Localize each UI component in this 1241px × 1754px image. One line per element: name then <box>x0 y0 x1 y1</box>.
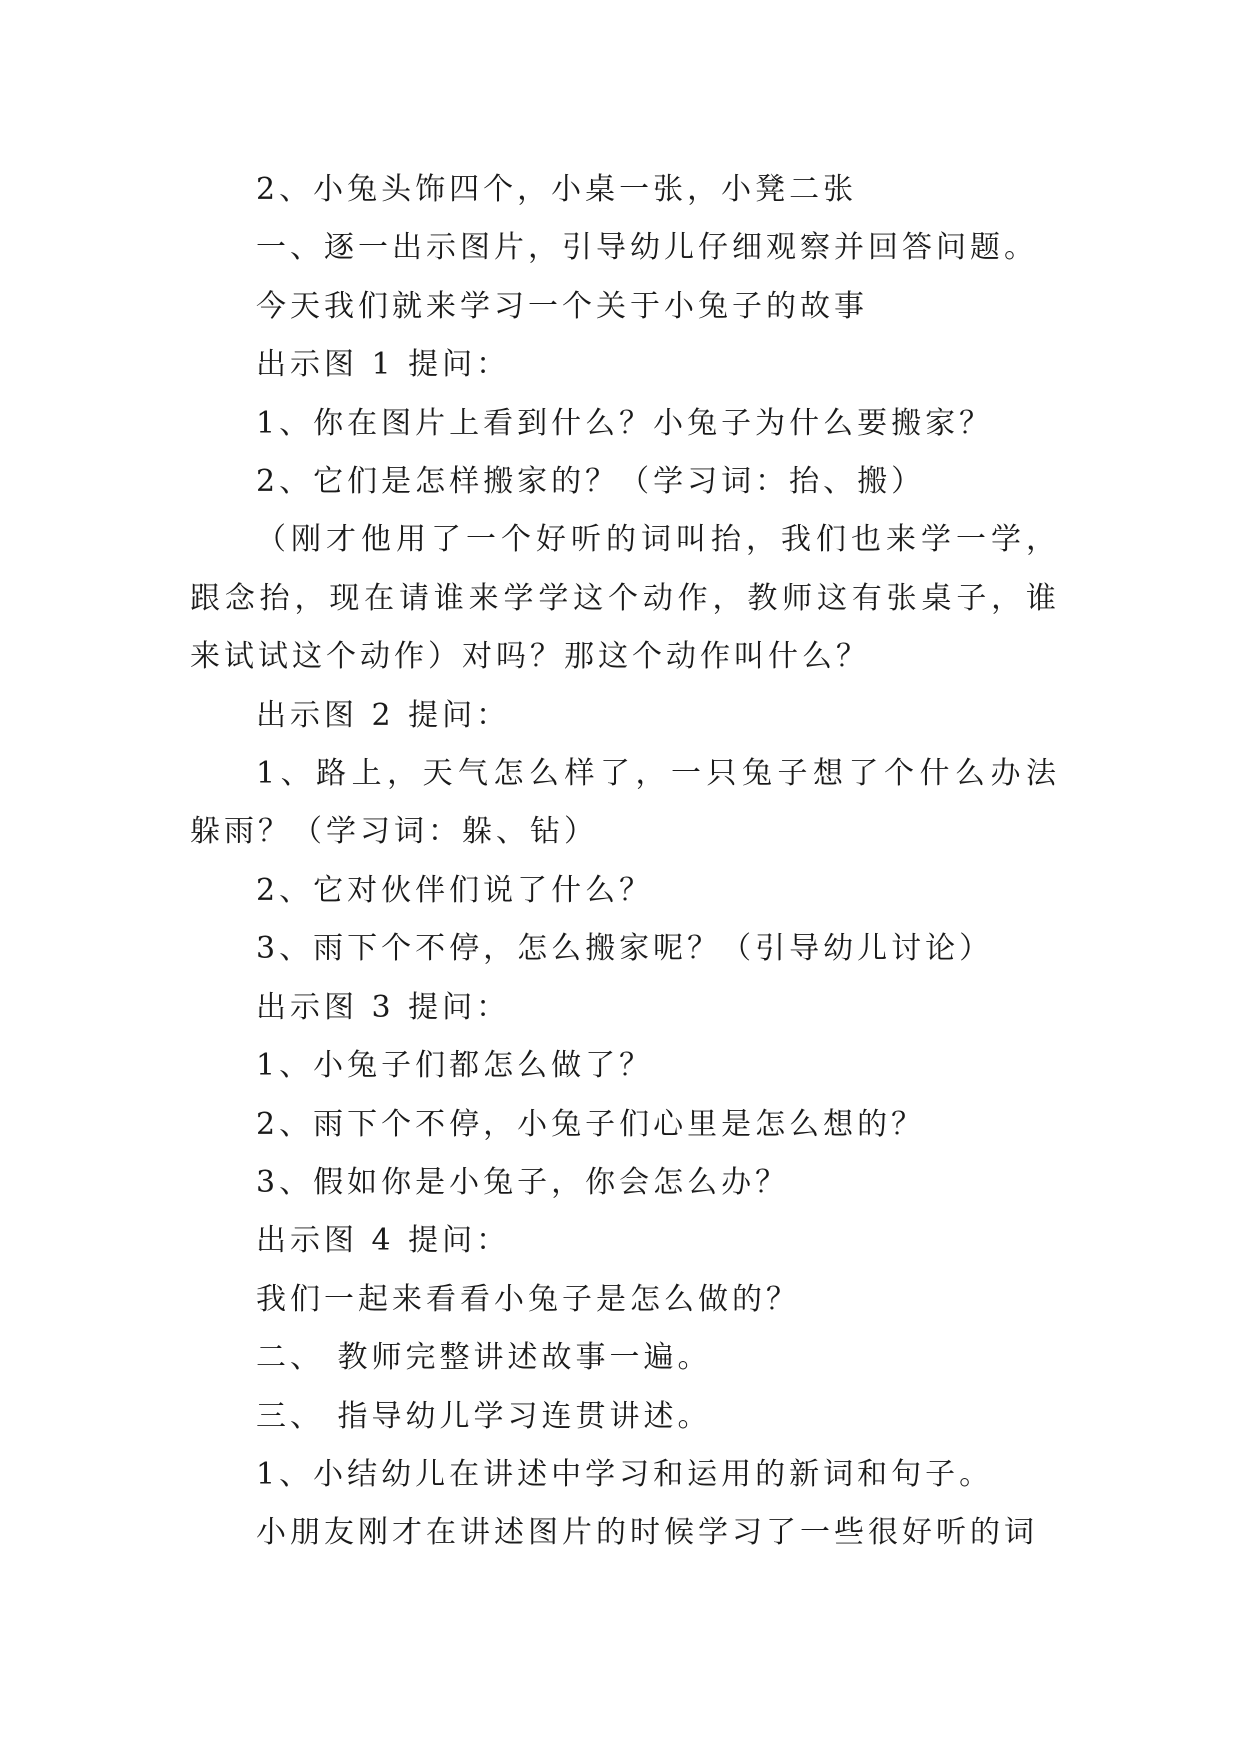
paragraph: 我们一起来看看小兔子是怎么做的？ <box>256 1281 800 1317</box>
paragraph: 1、小结幼儿在讲述中学习和运用的新词和句子。 <box>256 1456 994 1492</box>
paragraph: 2、它对伙伴们说了什么？ <box>256 872 654 908</box>
paragraph: 3、假如你是小兔子，你会怎么办？ <box>256 1164 790 1200</box>
paragraph: 今天我们就来学习一个关于小兔子的故事 <box>256 288 868 324</box>
paragraph: 2、小兔头饰四个，小桌一张，小凳二张 <box>256 172 858 207</box>
section-heading: 二、 教师完整讲述故事一遍。 <box>256 1340 712 1376</box>
document-body <box>190 161 1060 1563</box>
paragraph: 小朋友刚才在讲述图片的时候学习了一些很好听的词 <box>256 1515 1038 1551</box>
section-heading: 一、逐一出示图片，引导幼儿仔细观察并回答问题。 <box>256 230 1038 266</box>
paragraph: 出示图 4 提问： <box>256 1223 511 1259</box>
paragraph: 2、它们是怎样搬家的？（学习词：抬、搬） <box>256 464 926 500</box>
paragraph: 1、路上，天气怎么样了，一只兔子想了个什么办法躲雨？（学习词：躲、钻） <box>190 756 1060 850</box>
paragraph: 3、雨下个不停，怎么搬家呢？（引导幼儿讨论） <box>256 931 994 967</box>
paragraph: 2、雨下个不停，小兔子们心里是怎么想的？ <box>256 1106 926 1142</box>
section-heading: 三、 指导幼儿学习连贯讲述。 <box>256 1398 712 1434</box>
paragraph: 1、你在图片上看到什么？小兔子为什么要搬家？ <box>256 405 994 441</box>
paragraph: 1、小兔子们都怎么做了？ <box>256 1048 654 1084</box>
paragraph: 出示图 2 提问： <box>256 697 511 733</box>
paragraph: 出示图 1 提问： <box>256 347 511 383</box>
paragraph: （刚才他用了一个好听的词叫抬，我们也来学一学，跟念抬，现在请谁来学学这个动作，教师这有张桌子，谁来试试这个动作）对吗？那这个动作叫什么？ <box>190 522 1060 675</box>
paragraph: 出示图 3 提问： <box>256 989 511 1025</box>
